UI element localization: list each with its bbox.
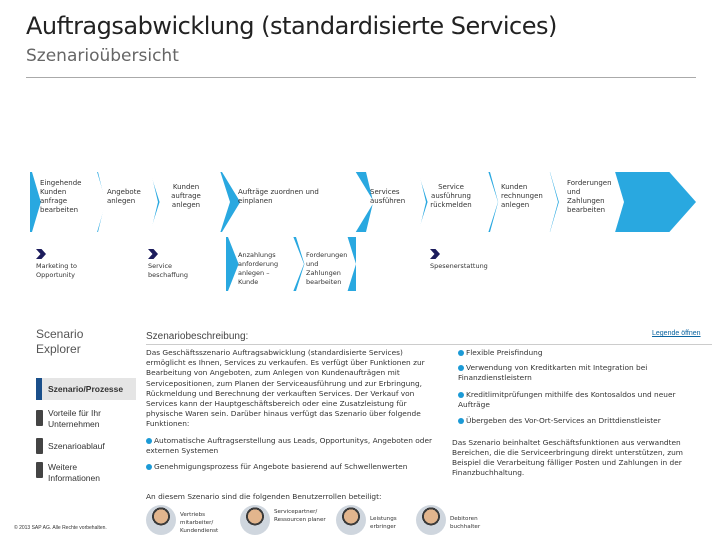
user-avatar-icon: [416, 505, 446, 535]
scenario-description: Das Geschäftsszenario Auftragsabwicklung (standardisierte Services) ermöglicht es Ihnen, Services zu verkaufen. Es verfügt über Funktionen zur Bearbeitung von Angeboten, zum Anlegen von Kundenaufträgen mit Servicepositionen, zum Planen der Serviceausführung und zur Erbringung, Rückmeldung und Berechnung der verkauften Services. Der Verkauf von Services kann der Hauptgeschäftsbereich oder eine Zusatzleistung für physische Waren sein. Darüber hinaus verfügt das Szenario über folgende Funktionen:: [146, 348, 425, 429]
process-step-label: Forderungen und Zahlungen bearbeiten: [567, 179, 612, 214]
bullet-icon: [146, 464, 152, 470]
menu-item-more-info[interactable]: Weitere Informationen: [48, 462, 100, 483]
role-label[interactable]: Leistungs erbringer: [370, 516, 397, 530]
scenario-heading: Szenariobeschreibung:: [146, 331, 249, 342]
chevron-right-icon: [148, 249, 158, 259]
process-step-label: Kunden auftrage anlegen: [171, 183, 201, 209]
user-avatar-icon: [240, 505, 270, 535]
sub-step-label[interactable]: Service beschaffung: [148, 262, 189, 279]
bullet-item: Genehmigungsprozess für Angebote basierend auf Schwellenwerten: [146, 462, 436, 472]
bullet-icon: [458, 418, 464, 424]
flow-icon: [36, 438, 43, 454]
sub-step-label[interactable]: Spesenerstattung: [430, 262, 488, 270]
scenario-divider: [146, 344, 712, 345]
process-step-label: Services ausführen: [370, 188, 406, 205]
role-label[interactable]: Debitoren buchhalter: [450, 516, 481, 530]
sub-step-label[interactable]: Marketing to Opportunity: [36, 262, 77, 279]
page-title: Auftragsabwicklung (standardisierte Services): [26, 12, 557, 40]
legend-open-link[interactable]: Legende öffnen: [652, 330, 701, 337]
process-step-label: Kunden rechnungen anlegen: [501, 183, 543, 209]
menu-item-flow[interactable]: Szenarioablauf: [48, 441, 105, 451]
bullet-item: Flexible Preisfindung: [458, 348, 708, 358]
process-step-label: Aufträge zuordnen und einplanen: [238, 188, 319, 205]
bullet-item: Übergeben des Vor-Ort-Services an Drittdienstleister: [458, 416, 708, 426]
user-avatar-icon: [146, 505, 176, 535]
chevron-right-icon: [430, 249, 440, 259]
page-subtitle: Szenarioübersicht: [26, 46, 179, 66]
chevron-right-icon: [36, 249, 46, 259]
bullet-item: Verwendung von Kreditkarten mit Integration bei Finanzdienstleistern: [458, 363, 648, 382]
scenario-description-extra: Das Szenario beinhaltet Geschäftsfunktionen aus verwandten Bereichen, die die Serviceerbringung direkt unterstützen, zum Beispiel die Verarbeitung fälliger Posten und Zahlungen in der Finanzbuchhaltung.: [452, 438, 683, 477]
roles-heading: An diesem Szenario sind die folgenden Benutzerrollen beteiligt:: [146, 492, 382, 501]
bullet-icon: [458, 350, 464, 356]
bullet-item: Automatische Auftragserstellung aus Leads, Opportunitys, Angeboten oder externen Systemen: [146, 436, 433, 455]
role-label[interactable]: Vertriebs mitarbeiter/ Kundendienst: [180, 512, 219, 534]
copyright-text: © 2013 SAP AG. Alle Rechte vorbehalten.: [14, 525, 107, 531]
info-icon: [36, 462, 43, 478]
bullet-icon: [146, 438, 152, 444]
process-step-label: Eingehende Kunden anfrage bearbeiten: [40, 179, 82, 214]
menu-item-scenario[interactable]: Szenario/Prozesse: [48, 384, 124, 394]
bullet-icon: [458, 392, 464, 398]
sub-step-label: Forderungen und Zahlungen bearbeiten: [306, 251, 348, 286]
process-step-label: Service ausführung rückmelden: [430, 183, 472, 209]
user-avatar-icon: [336, 505, 366, 535]
role-label[interactable]: Servicepartner/ Ressourcen planer: [274, 509, 326, 523]
process-step-label: Angebote anlegen: [107, 188, 141, 205]
title-divider: [26, 77, 696, 78]
document-icon: [36, 410, 43, 426]
menu-item-benefits[interactable]: Vorteile für Ihr Unternehmen: [48, 408, 101, 429]
bullet-icon: [458, 365, 464, 371]
explorer-title: Scenario Explorer: [36, 327, 84, 356]
bullet-item: Kreditlimitprüfungen mithilfe des Kontosaldos und neuer Aufträge: [458, 390, 676, 409]
sub-step-label: Anzahlungs anforderung anlegen – Kunde: [238, 251, 279, 286]
